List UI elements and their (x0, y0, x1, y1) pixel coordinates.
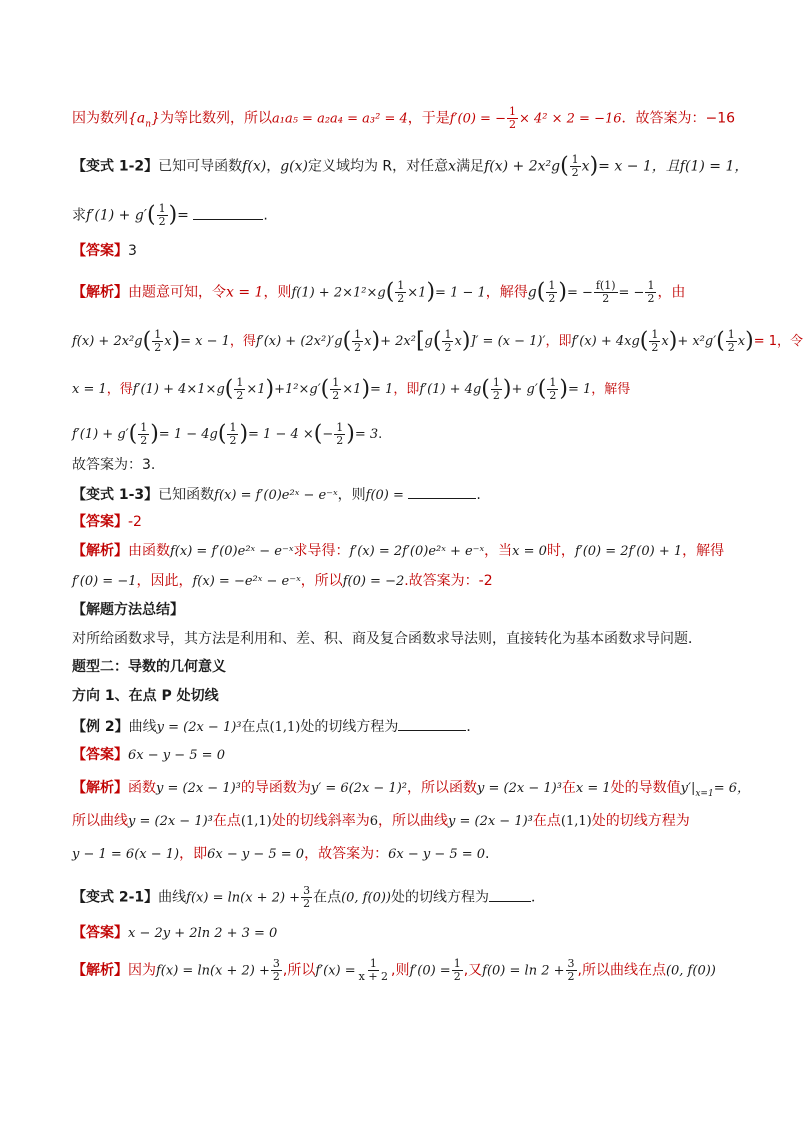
answer-label: 【答案】 (72, 243, 128, 259)
section-label: 【例 2】 (72, 719, 129, 735)
fraction: $\frac{1}{2}$ (571, 153, 579, 179)
text-line-13: f′(0) = −1，因此，f(x) = −e²ˣ − e⁻ˣ，所以f(0) = −2.故答案为：-2 (72, 573, 493, 589)
analysis-label: 【解析】 (72, 962, 128, 979)
fraction: $\frac{1}{2}$ (140, 421, 148, 447)
fraction: $\frac{1}{2}$ (453, 957, 461, 983)
analysis-label: 【解析】 (72, 284, 128, 301)
section-label: 【变式 1-2】 (72, 158, 159, 175)
text-line-19: 【答案】6x − y − 5 = 0 (72, 747, 225, 763)
text-line-5: 【解析】由题意可知，令x = 1，则f(1) + 2×1²×g( $\frac{1}{2}$ ×1)= 1 − 1，解得g( $\frac{1}{2}$ )= − $\frac{f(1)}{2}$ = − $\frac{1}{2}$ ，由 (72, 279, 686, 305)
fraction: $\frac{1}{2}$ (647, 279, 655, 305)
fraction: $\frac{1}{2}$ (236, 376, 244, 402)
text-line-21: 所以曲线y = (2x − 1)³在点(1,1)处的切线斜率为6，所以曲线y = (2x − 1)³在点(1,1)处的切线方程为 (72, 813, 690, 829)
fraction: $\frac{1}{2}$ (727, 328, 735, 354)
text-line-22: y − 1 = 6(x − 1)，即6x − y − 5 = 0，故答案为：6x − y − 5 = 0. (72, 846, 490, 862)
text-line-7: x = 1，得f′(1) + 4×1×g( $\frac{1}{2}$ ×1)+1²×g′( $\frac{1}{2}$ ×1)= 1，即f′(1) + 4g( $\frac{1}{2}$ )+ g′( $\frac{1}{2}$ )= 1，解得 (72, 376, 631, 402)
text-line-8: f′(1) + g′( $\frac{1}{2}$ )= 1 − 4g( $\frac{1}{2}$ )= 1 − 4 ×(− $\frac{1}{2}$ )= 3. (72, 421, 383, 447)
fraction: $\frac{1}{x + 2}$ (358, 957, 389, 983)
fraction: $\frac{1}{2}$ (158, 202, 166, 228)
fraction: $\frac{1}{2}$ (508, 105, 516, 131)
text-line-10: 【变式 1-3】已知函数f(x) = f′(0)e²ˣ − e⁻ˣ，则f(0) = . (72, 484, 734, 506)
answer-label: 【答案】 (72, 514, 128, 530)
answer-blank[interactable] (193, 205, 263, 220)
answer-blank[interactable] (489, 887, 531, 902)
text-line-2: 【变式 1-2】已知可导函数f(x)，g(x)定义域均为 R，对任意x满足f(x) + 2x²g( $\frac{1}{2}$ x)= x − 1，且f(1) = 1， (72, 153, 749, 179)
fraction: $\frac{3}{2}$ (272, 957, 280, 983)
answer-label: 【答案】 (72, 747, 128, 763)
analysis-label: 【解析】 (72, 780, 128, 796)
fraction: $\frac{1}{2}$ (651, 328, 659, 354)
section-label: 【变式 1-3】 (72, 487, 159, 503)
analysis-label: 【解析】 (72, 543, 128, 559)
text-line-1: 因为数列$\{a_n\}$为等比数列，所以a₁a₅ = a₂a₄ = a₃² = 4，于是f′(0) = − $\frac{1}{2}$ × 4² × 2 = −16．故答案为：−16 (72, 105, 736, 131)
answer-label: 【答案】 (72, 925, 128, 941)
text-line-9: 故答案为：3. (72, 457, 156, 473)
topic-heading: 题型二：导数的几何意义 (72, 659, 226, 675)
answer-blank[interactable] (398, 716, 466, 731)
fraction: $\frac{1}{2}$ (336, 421, 344, 447)
text-line-25: 【解析】因为f(x) = ln(x + 2) + $\frac{3}{2}$ ,所以f′(x) = $\frac{1}{x + 2}$ ,则f′(0) = $\frac{1}{2}$ ,又f(0) = ln 2 + $\frac{3}{2}$ ,所以曲线在点(0, f(0)) (72, 957, 716, 983)
text-line-23: 【变式 2-1】曲线f(x) = ln(x + 2) + $\frac{3}{2}$ 在点(0, f(0))处的切线方程为 ． (72, 884, 545, 910)
method-summary-heading: 【解题方法总结】 (72, 602, 184, 618)
text-line-11: 【答案】-2 (72, 514, 142, 530)
text-line-20: 【解析】函数y = (2x − 1)³的导函数为y′ = 6(2x − 1)²，所以函数y = (2x − 1)³在x = 1处的导数值$y'|_{x=1}= 6$， (72, 780, 750, 799)
text-line-6: f(x) + 2x²g( $\frac{1}{2}$ x)= x − 1，得f′(x) + (2x²)′g( $\frac{1}{2}$ x)+ 2x²[g( $\frac{1}{2}$ x)]′ = (x − 1)′，即f′(x) + 4xg( $\frac{1}{2}$ x)+ x²g′( $\frac{1}{2}$ x)= 1，令 (72, 328, 803, 354)
section-label: 【变式 2-1】 (72, 889, 159, 906)
direction-heading: 方向 1、在点 P 处切线 (72, 688, 219, 704)
fraction: $\frac{1}{2}$ (229, 421, 237, 447)
text-line-18: 【例 2】曲线y = (2x − 1)³在点(1,1)处的切线方程为 ． (72, 716, 734, 738)
text-line-24: 【答案】x − 2y + 2ln 2 + 3 = 0 (72, 925, 278, 941)
text-line-12: 【解析】由函数f(x) = f′(0)e²ˣ − e⁻ˣ求导得：f′(x) = 2f′(0)e²ˣ + e⁻ˣ，当x = 0时，f′(0) = 2f′(0) + 1，解得 (72, 543, 725, 559)
text-line-15: 对所给函数求导，其方法是利用和、差、积、商及复合函数求导法则，直接转化为基本函数求导问题． (72, 631, 702, 647)
fraction: $\frac{3}{2}$ (567, 957, 575, 983)
fraction: $\frac{1}{2}$ (549, 376, 557, 402)
answer-blank[interactable] (408, 484, 476, 499)
text-line-4: 【答案】3 (72, 243, 137, 259)
fraction: $\frac{1}{2}$ (154, 328, 162, 354)
fraction: $\frac{3}{2}$ (303, 884, 311, 910)
fraction: $\frac{1}{2}$ (492, 376, 500, 402)
fraction: $\frac{1}{2}$ (548, 279, 556, 305)
fraction: $\frac{1}{2}$ (354, 328, 362, 354)
fraction: $\frac{1}{2}$ (444, 328, 452, 354)
fraction: $\frac{f(1)}{2}$ (595, 279, 616, 305)
fraction: $\frac{1}{2}$ (397, 279, 405, 305)
fraction: $\frac{1}{2}$ (332, 376, 340, 402)
text-line-3: 求f′(1) + g′( $\frac{1}{2}$ )= . (72, 202, 268, 228)
